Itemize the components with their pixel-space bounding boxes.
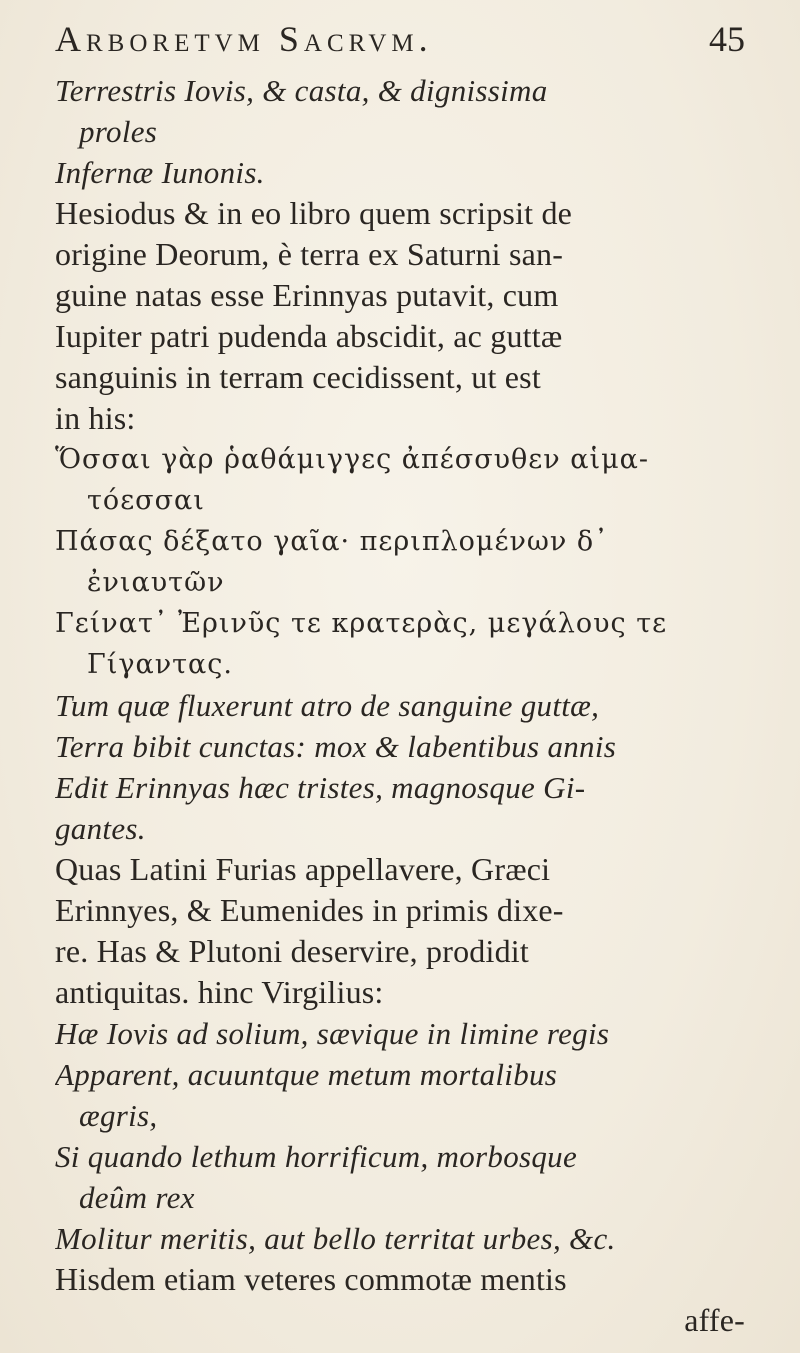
text-line: Apparent, acuuntque metum mortalibus <box>55 1057 558 1092</box>
text-line: guine natas esse Erinnyas putavit, cum <box>55 277 559 313</box>
text-line: Hesiodus & in eo libro quem scripsit de <box>55 195 573 231</box>
text-line: Hæ Iovis ad solium, sævique in limine regis <box>55 1016 610 1051</box>
text-line: Terrestris Iovis, & casta, & dignissima <box>55 73 548 108</box>
text-line: Iupiter patri pudenda abscidit, ac guttæ <box>55 318 563 354</box>
text-line: Erinnyes, & Eumenides in primis dixe- <box>55 892 564 928</box>
text-line: Hisdem etiam veteres commotæ mentis <box>55 1261 567 1297</box>
page-number: 45 <box>709 19 745 59</box>
text-line: sanguinis in terram cecidissent, ut est <box>55 359 541 395</box>
text-line: ægris, <box>79 1098 158 1133</box>
text-line: deûm rex <box>79 1180 195 1215</box>
text-line: Ὅσσαι γὰρ ῥαθάμιγγες ἀπέσσυθεν αἱμα- <box>55 444 650 475</box>
text-line: affe- <box>684 1302 745 1338</box>
text-line: proles <box>79 114 158 149</box>
text-line: Si quando lethum horrificum, morbosque <box>55 1139 578 1174</box>
text-line: Γίγαντας. <box>87 649 233 680</box>
text-line: Tum quæ fluxerunt atro de sanguine guttæ, <box>55 688 600 723</box>
text-line: Πάσας δέξατο γαῖα· περιπλομένων δ᾽ <box>55 526 609 557</box>
text-line: Terra bibit cunctas: mox & labentibus annis <box>55 729 617 764</box>
text-line: Edit Erinnyas hæc tristes, magnosque Gi- <box>55 770 586 805</box>
running-head: Arboretvm Sacrvm. <box>55 19 433 59</box>
text-line: ἐνιαυτῶν <box>87 567 225 598</box>
text-line: in his: <box>55 400 136 436</box>
text-line: τόεσσαι <box>87 485 205 516</box>
text-line: Infernæ Iunonis. <box>55 155 265 190</box>
text-line: Molitur meritis, aut bello territat urbes, &c. <box>55 1221 616 1256</box>
text-line: antiquitas. hinc Virgilius: <box>55 974 384 1010</box>
text-line: origine Deorum, è terra ex Saturni san- <box>55 236 564 272</box>
body-text <box>55 70 765 1341</box>
text-line: Γείνατ᾽ Ἐρινῦς τε κρατερὰς, μεγάλους τε <box>55 608 668 639</box>
text-line: re. Has & Plutoni deservire, prodidit <box>55 933 529 969</box>
text-line: gantes. <box>55 811 146 846</box>
page-header <box>55 18 755 68</box>
text-line: Quas Latini Furias appellavere, Græci <box>55 851 551 887</box>
